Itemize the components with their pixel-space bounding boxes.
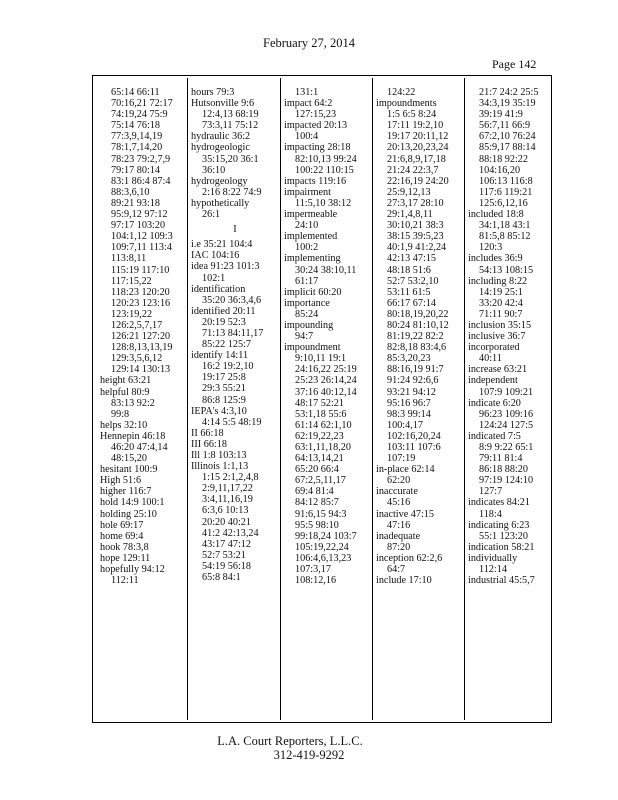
index-continuation: 64:13,14,21 — [295, 453, 344, 465]
index-column-1 — [100, 87, 188, 717]
footer-phone: 312-419-9292 — [273, 748, 345, 762]
index-entry: height 63:21 — [100, 375, 152, 387]
index-continuation: 34:3,19 35:19 — [479, 98, 536, 110]
index-continuation: 112:11 — [111, 575, 139, 587]
page-number: Page 142 — [492, 57, 537, 71]
index-continuation: 127:15,23 — [295, 109, 337, 121]
index-entry: identify 14:11 — [191, 350, 249, 362]
index-column-5 — [468, 87, 556, 717]
index-entry: higher 116:7 — [100, 486, 152, 498]
index-entry: inadequate — [376, 530, 421, 542]
index-entry: includes 36:9 — [468, 253, 523, 265]
index-entry: impact 64:2 — [284, 98, 333, 110]
index-continuation: 80:18,19,20,22 — [387, 308, 449, 320]
index-continuation: 38:15 39:5,23 — [387, 231, 444, 243]
index-continuation: 54:19 56:18 — [202, 560, 251, 572]
index-continuation: 106:13 116:8 — [479, 175, 533, 187]
index-continuation: 35:15,20 36:1 — [202, 153, 259, 165]
column-divider — [187, 78, 188, 720]
index-column-4 — [376, 87, 464, 717]
index-entry: indicate 6:20 — [468, 397, 521, 409]
index-entry: impacted 20:13 — [284, 120, 348, 132]
index-entry: indicating 6:23 — [468, 519, 530, 531]
index-continuation: 95:16 96:7 — [387, 397, 431, 409]
index-continuation: 106:4,6,13,23 — [295, 552, 352, 564]
index-continuation: 93:21 94:12 — [387, 386, 436, 398]
index-entry: Hutsonville 9:6 — [191, 98, 255, 110]
index-entry: independent — [468, 375, 518, 387]
column-divider — [372, 78, 373, 720]
index-entry: holding 25:10 — [100, 508, 157, 520]
index-entry: in-place 62:14 — [376, 464, 435, 476]
index-continuation: 118:23 120:20 — [111, 286, 170, 298]
index-continuation: 115:19 117:10 — [111, 264, 170, 276]
index-continuation: 11:5,10 38:12 — [295, 197, 352, 209]
index-continuation: 84:12 85:7 — [295, 497, 339, 509]
index-continuation: 71:13 84:11,17 — [202, 327, 264, 339]
index-continuation: 63:1,11,18,20 — [295, 442, 351, 453]
index-entry: increase 63:21 — [468, 364, 528, 376]
index-continuation: 20:19 52:3 — [202, 316, 246, 328]
index-continuation: 65:14 66:11 — [111, 87, 160, 98]
index-continuation: 112:14 — [479, 564, 507, 576]
index-continuation: 34:1,18 43:1 — [479, 220, 531, 232]
index-continuation: 88:18 92:22 — [479, 153, 528, 165]
index-continuation: 85:3,20,23 — [387, 353, 431, 365]
index-continuation: 78:23 79:2,7,9 — [111, 153, 171, 165]
index-continuation: 70:16,21 72:17 — [111, 98, 173, 110]
index-continuation: 61:14 62:1,10 — [295, 419, 352, 431]
index-continuation: 94:7 — [295, 331, 314, 343]
index-continuation: 41:2 42:13,24 — [202, 527, 259, 539]
index-continuation: 97:19 124:10 — [479, 475, 534, 487]
footer-company: L.A. Court Reporters, L.L.C. — [217, 734, 363, 748]
index-entry: hypothetically — [191, 197, 250, 209]
index-continuation: 79:17 80:14 — [111, 164, 160, 176]
index-entry: impermeable — [284, 209, 338, 221]
index-continuation: 69:4 81:4 — [295, 486, 334, 498]
index-continuation: 81:5,8 85:12 — [479, 231, 531, 243]
index-continuation: 123:19,22 — [111, 308, 153, 320]
index-continuation: 124:24 127:5 — [479, 419, 534, 431]
page-date: February 27, 2014 — [263, 36, 355, 50]
index-entry: inception 62:2,6 — [376, 552, 443, 564]
index-continuation: 127:7 — [479, 486, 503, 498]
index-continuation: 113:8,11 — [111, 253, 147, 265]
index-entry: High 51:6 — [100, 475, 142, 487]
section-letter: I — [233, 224, 237, 236]
index-continuation: 16:2 19:2,10 — [202, 361, 254, 373]
index-entry: identified 20:11 — [191, 305, 256, 317]
index-continuation: 40:1,9 41:2,24 — [387, 242, 447, 254]
index-continuation: 88:3,6,10 — [111, 186, 150, 198]
index-column-2 — [191, 87, 279, 717]
index-continuation: 125:6,12,16 — [479, 197, 528, 209]
index-entry: hold 14:9 100:1 — [100, 497, 165, 509]
index-continuation: 85:9,17 88:14 — [479, 142, 536, 154]
index-continuation: 53:1,18 55:6 — [295, 408, 347, 420]
index-entry: IEPA's 4:3,10 — [191, 405, 247, 417]
index-continuation: 99:18,24 103:7 — [295, 530, 357, 542]
index-continuation: 117:15,22 — [111, 275, 152, 287]
index-continuation: 102:16,20,24 — [387, 430, 441, 442]
index-continuation: 80:24 81:10,12 — [387, 319, 449, 331]
index-continuation: 67:2,10 76:24 — [479, 131, 536, 143]
index-continuation: 9:10,11 19:1 — [295, 353, 347, 365]
index-continuation: 19:17 25:8 — [202, 372, 246, 384]
index-frame — [92, 75, 552, 723]
index-entry: helpful 80:9 — [100, 386, 150, 398]
index-continuation: 129:14 130:13 — [111, 364, 171, 376]
index-continuation: 4:14 5:5 48:19 — [202, 416, 262, 428]
index-entry: inclusive 36:7 — [468, 331, 526, 343]
index-entry: implementing — [284, 253, 341, 265]
index-entry: hook 78:3,8 — [100, 541, 149, 553]
index-entry: Hennepin 46:18 — [100, 430, 166, 442]
index-continuation: 35:20 36:3,4,6 — [202, 294, 262, 306]
index-continuation: 96:23 109:16 — [479, 408, 534, 420]
index-continuation: 33:20 42:4 — [479, 297, 523, 309]
index-continuation: 24:10 — [295, 220, 319, 232]
index-entry: IAC 104:16 — [191, 250, 240, 262]
index-entry: II 66:18 — [191, 427, 224, 439]
index-continuation: 25:23 26:14,24 — [295, 375, 357, 387]
index-continuation: 117:6 119:21 — [479, 186, 533, 198]
index-continuation: 53:11 61:5 — [387, 286, 431, 298]
index-continuation: 56:7,11 66:9 — [479, 120, 531, 132]
index-continuation: 82:10,13 99:24 — [295, 153, 357, 165]
index-continuation: 61:17 — [295, 275, 319, 287]
index-continuation: 12:4,13 68:19 — [202, 109, 259, 121]
index-continuation: 78:1,7,14,20 — [111, 142, 163, 154]
index-continuation: 100:4 — [295, 131, 319, 143]
index-continuation: 52:7 53:2,10 — [387, 275, 439, 287]
index-continuation: 64:7 — [387, 564, 406, 576]
index-continuation: 83:13 92:2 — [111, 397, 155, 409]
index-entry: impacts 119:16 — [284, 175, 347, 187]
index-entry: hopefully 94:12 — [100, 564, 165, 576]
index-continuation: 102:1 — [202, 272, 226, 284]
index-entry: Illinois 1:1,13 — [191, 461, 249, 473]
index-continuation: 6:3,6 10:13 — [202, 505, 249, 517]
index-continuation: 107:19 — [387, 453, 416, 465]
index-continuation: 19:17 20:11,12 — [387, 131, 449, 143]
index-entry: industrial 45:5,7 — [468, 575, 535, 587]
index-continuation: 88:16,19 91:7 — [387, 364, 444, 376]
index-continuation: 99:8 — [111, 408, 130, 420]
index-entry: importance — [284, 297, 330, 309]
index-continuation: 45:16 — [387, 497, 411, 509]
index-continuation: 95:9,12 97:12 — [111, 209, 168, 221]
index-entry: including 8:22 — [468, 275, 528, 287]
index-entry: hole 69:17 — [100, 519, 144, 531]
index-entry: inclusion 35:15 — [468, 319, 532, 331]
index-continuation: 107:3,17 — [295, 564, 331, 576]
index-entry: Ill 1:8 103:13 — [191, 450, 247, 461]
index-continuation: 73:3,11 75:12 — [202, 120, 259, 132]
index-entry: i.e 35:21 104:4 — [191, 239, 253, 251]
index-continuation: 120:3 — [479, 242, 503, 254]
index-entry: inactive 47:15 — [376, 508, 434, 520]
index-continuation: 17:11 19:2,10 — [387, 120, 444, 132]
index-entry: impairment — [284, 186, 331, 198]
index-continuation: 89:21 93:18 — [111, 197, 160, 209]
index-continuation: 52:7 53:21 — [202, 549, 246, 561]
index-continuation: 62:20 — [387, 475, 411, 487]
index-entry: impacting 28:18 — [284, 142, 351, 154]
index-continuation: 91:6,15 94:3 — [295, 508, 347, 520]
index-continuation: 105:19,22,24 — [295, 541, 349, 553]
index-entry: impounding — [284, 319, 334, 331]
index-continuation: 29:1,4,8,11 — [387, 209, 433, 221]
index-entry: identification — [191, 283, 246, 295]
index-continuation: 37:16 40:12,14 — [295, 386, 357, 398]
index-entry: indication 58:21 — [468, 541, 535, 553]
index-continuation: 30:10,21 38:3 — [387, 220, 444, 232]
index-continuation: 91:24 92:6,6 — [387, 375, 439, 387]
index-continuation: 118:4 — [479, 508, 502, 520]
index-continuation: 74:19,24 75:9 — [111, 109, 168, 121]
index-entry: III 66:18 — [191, 438, 227, 450]
index-continuation: 43:17 47:12 — [202, 538, 251, 550]
index-continuation: 24:16,22 25:19 — [295, 364, 357, 376]
index-continuation: 21:7 24:2 25:5 — [479, 87, 539, 98]
index-continuation: 86:8 125:9 — [202, 394, 246, 406]
index-entry: helps 32:10 — [100, 419, 148, 431]
index-continuation: 1:5 6:5 8:24 — [387, 109, 437, 121]
index-continuation: 100:22 110:15 — [295, 164, 354, 176]
index-continuation: 97:17 103:20 — [111, 220, 166, 232]
index-entry: include 17:10 — [376, 575, 432, 587]
index-continuation: 22:16,19 24:20 — [387, 175, 449, 187]
index-continuation: 85:22 125:7 — [202, 339, 251, 351]
index-entry: hydraulic 36:2 — [191, 131, 251, 143]
index-entry: individually — [468, 552, 518, 564]
index-continuation: 128:8,13,13,19 — [111, 342, 173, 354]
index-continuation: 87:20 — [387, 541, 411, 553]
column-divider — [280, 78, 281, 720]
index-continuation: 124:22 — [387, 87, 416, 98]
index-entry: hours 79:3 — [191, 87, 235, 98]
index-continuation: 20:13,20,23,24 — [387, 142, 449, 154]
index-entry: impoundment — [284, 342, 341, 354]
index-continuation: 25:9,12,13 — [387, 186, 431, 198]
index-continuation: 48:17 52:21 — [295, 397, 344, 409]
index-continuation: 2:9,11,17,22 — [202, 483, 253, 495]
index-entry: indicated 7:5 — [468, 430, 521, 442]
index-continuation: 100:4,17 — [387, 419, 423, 431]
index-continuation: 8:9 9:22 65:1 — [479, 442, 534, 453]
index-continuation: 36:10 — [202, 164, 226, 176]
index-continuation: 1:15 2:1,2,4,8 — [202, 472, 259, 484]
index-entry: implemented — [284, 231, 338, 243]
index-continuation: 65:20 66:4 — [295, 464, 339, 476]
index-continuation: 40:11 — [479, 353, 502, 365]
index-column-3 — [284, 87, 372, 717]
index-continuation: 85:24 — [295, 308, 319, 320]
index-continuation: 86:18 88:20 — [479, 464, 528, 476]
index-continuation: 126:21 127:20 — [111, 331, 171, 343]
index-continuation: 20:20 40:21 — [202, 516, 251, 528]
index-continuation: 42:13 47:15 — [387, 253, 436, 265]
index-continuation: 48:18 51:6 — [387, 264, 431, 276]
index-continuation: 46:20 47:4,14 — [111, 442, 168, 453]
index-continuation: 75:14 76:18 — [111, 120, 160, 132]
index-continuation: 65:8 84:1 — [202, 572, 241, 584]
index-continuation: 95:5 98:10 — [295, 519, 339, 531]
index-continuation: 29:3 55:21 — [202, 383, 246, 395]
index-continuation: 98:3 99:14 — [387, 408, 431, 420]
index-entry: home 69:4 — [100, 530, 144, 542]
index-continuation: 3:4,11,16,19 — [202, 494, 253, 506]
index-continuation: 83:1 86:4 87:4 — [111, 175, 171, 187]
index-continuation: 100:2 — [295, 242, 319, 254]
index-continuation: 81:19,22 82:2 — [387, 331, 444, 343]
index-continuation: 71:11 90:7 — [479, 308, 523, 320]
index-entry: incorporated — [468, 342, 520, 354]
index-continuation: 67:2,5,11,17 — [295, 475, 346, 487]
index-entry: inaccurate — [376, 486, 418, 498]
column-divider — [464, 78, 465, 720]
index-entry: idea 91:23 101:3 — [191, 261, 260, 273]
index-continuation: 21:6,8,9,17,18 — [387, 153, 446, 165]
index-continuation: 109:7,11 113:4 — [111, 242, 172, 254]
index-continuation: 129:3,5,6,12 — [111, 353, 163, 365]
index-continuation: 54:13 108:15 — [479, 264, 534, 276]
index-continuation: 108:12,16 — [295, 575, 337, 587]
index-continuation: 66:17 67:14 — [387, 297, 436, 309]
index-continuation: 26:1 — [202, 209, 221, 221]
index-continuation: 27:3,17 28:10 — [387, 197, 444, 209]
index-entry: indicates 84:21 — [468, 497, 530, 509]
index-continuation: 21:24 22:3,7 — [387, 164, 439, 176]
index-continuation: 30:24 38:10,11 — [295, 264, 357, 276]
index-continuation: 55:1 123:20 — [479, 530, 528, 542]
index-continuation: 126:2,5,7,17 — [111, 319, 163, 331]
index-continuation: 77:3,9,14,19 — [111, 131, 163, 143]
index-continuation: 107:9 109:21 — [479, 386, 534, 398]
index-continuation: 104:16,20 — [479, 164, 521, 176]
index-continuation: 47:16 — [387, 519, 411, 531]
index-continuation: 120:23 123:16 — [111, 297, 171, 309]
index-entry: implicit 60:20 — [284, 286, 342, 298]
index-entry: hesitant 100:9 — [100, 464, 158, 476]
index-continuation: 2:16 8:22 74:9 — [202, 186, 262, 198]
index-continuation: 62:19,22,23 — [295, 430, 344, 442]
index-entry: impoundments — [376, 98, 437, 110]
index-entry: hydrogeologic — [191, 142, 250, 154]
index-continuation: 14:19 25:1 — [479, 286, 523, 298]
index-continuation: 39:19 41:9 — [479, 109, 523, 121]
index-continuation: 104:1,12 109:3 — [111, 231, 173, 243]
index-entry: hope 129:11 — [100, 552, 151, 564]
index-continuation: 48:15,20 — [111, 453, 147, 465]
index-entry: included 18:8 — [468, 209, 524, 221]
index-continuation: 79:11 81:4 — [479, 453, 523, 465]
index-entry: hydrogeology — [191, 175, 248, 187]
index-continuation: 82:8,18 83:4,6 — [387, 342, 447, 354]
index-continuation: 103:11 107:6 — [387, 442, 441, 453]
index-continuation: 131:1 — [295, 87, 319, 98]
